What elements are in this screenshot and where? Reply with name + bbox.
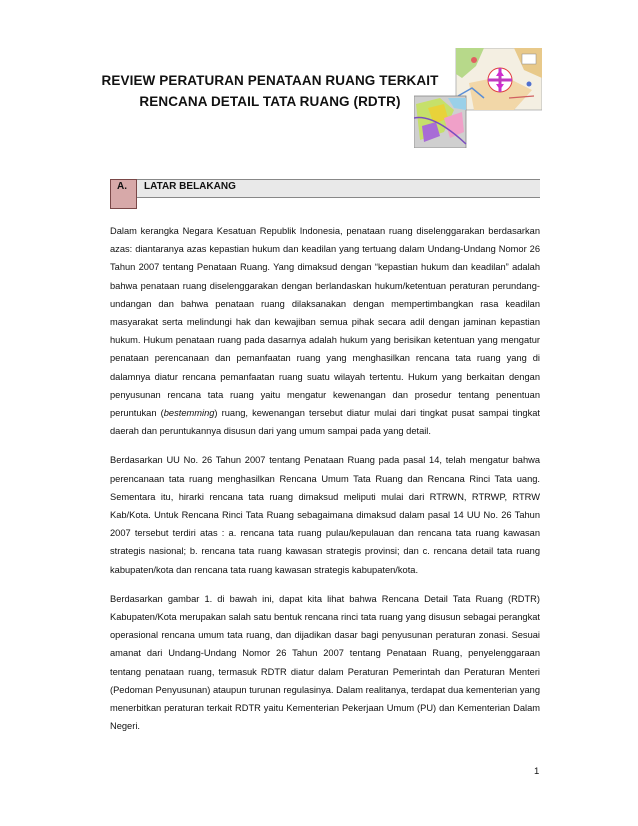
section-title: LATAR BELAKANG <box>144 181 236 192</box>
paragraph-1-italic-term: bestemming <box>163 408 215 419</box>
paragraph-1 <box>110 222 540 440</box>
zoning-map-image <box>414 96 466 148</box>
spatial-plan-map-image <box>456 48 542 110</box>
paragraph-3: Berdasarkan gambar 1. di bawah ini, dapat kita lihat bahwa Rencana Detail Tata Ruang (RDTR) Kabupaten/Kota merupakan salah satu bentuk rencana rinci tata ruang yang disusun sebagai perangkat operasional rencana umum tata ruang, dan dijadikan dasar bagi penyusunan peraturan zonasi. Sesuai amanat dari Undang-Undang Nomor 26 Tahun 2007 tentang Penataan Ruang, penyelenggaraan tentang penataan ruang, termasuk RDTR diatur dalam Peraturan Pemerintah dan Peraturan Menteri (Pedoman Penyusunan) ataupun turunan regulasinya. Dalam realitanya, terdapat dua kementerian yang menerbitkan peraturan terkait RDTR yaitu Kementerian Pekerjaan Umum (PU) dan Kementerian Dalam Negeri. <box>110 593 540 732</box>
paragraph-2: Berdasarkan UU No. 26 Tahun 2007 tentang Penataan Ruang pada pasal 14, telah mengatur bahwa perencanaan tata ruang menghasilkan Rencana Umum Tata Ruang dan Rencana Rinci Tata uang. Sementara itu, hirarki rencana tata ruang dimaksud meliputi mulai dari RTRWN, RTRWP, RTRW Kab/Kota. Untuk Rencana Rinci Tata Ruang sebagaimana dimaksud dalam pasal 14 UU No. 26 Tahun 2007 tersebut terdiri atas : a. rencana tata ruang pulau/kepulauan dan rencana tata ruang kawasan strategis nasional; b. rencana tata ruang kawasan strategis provinsi; dan c. rencana detail tata ruang kabupaten/kota dan rencana tata ruang kawasan strategis kabupaten/kota. <box>110 455 540 575</box>
title-line-2: RENCANA DETAIL TATA RUANG (RDTR) <box>139 94 401 109</box>
body-text <box>110 222 540 746</box>
document-title <box>100 70 440 112</box>
title-line-1: REVIEW PERATURAN PENATAAN RUANG TERKAIT <box>101 73 439 88</box>
map-images <box>414 48 542 148</box>
paragraph-1-text-end: ) ruang, kewenangan tersebut diatur mulai dari tingkat pusat sampai tingkat daerah dan peruntukannya disusun dari yang umum sampai pada yang detail. <box>110 408 541 437</box>
section-letter: A. <box>117 181 127 192</box>
paragraph-1-text: Dalam kerangka Negara Kesatuan Republik Indonesia, penataan ruang diselenggarakan berdasarkan azas: diantaranya azas kepastian hukum dan keadilan yang tertuang dalam Undang-Undang Nomor 26 Tahun 2007 tentang Penataan Ruang. Yang dimaksud dengan “kepastian hukum dan keadilan” adalah bahwa penataan ruang diselenggarakan dengan berlandaskan hukum/ketentuan peraturan perundang-undangan dan bahwa penataan ruang dilaksanakan dengan mempertimbangkan rasa keadilan masyarakat serta melindungi hak dan kewajiban semua pihak secara adil dengan jaminan kepastian hukum. Hukum penataan ruang pada dasarnya adalah hukum yang berisikan ketentuan yang mengatur penataan perencanaan dan pemanfaatan ruang yang menghasilkan rencana tata ruang yang di dalamnya diatur rencana pemanfaatan ruang suatu wilayah tertentu. Hukum yang berkaitan dengan penyusunan rencana tata ruang yaitu mengatur kewenangan dan prosedur tentang penentuan peruntukan ( <box>110 226 540 419</box>
map-collage-image <box>414 48 542 148</box>
page-number: 1 <box>534 766 540 777</box>
